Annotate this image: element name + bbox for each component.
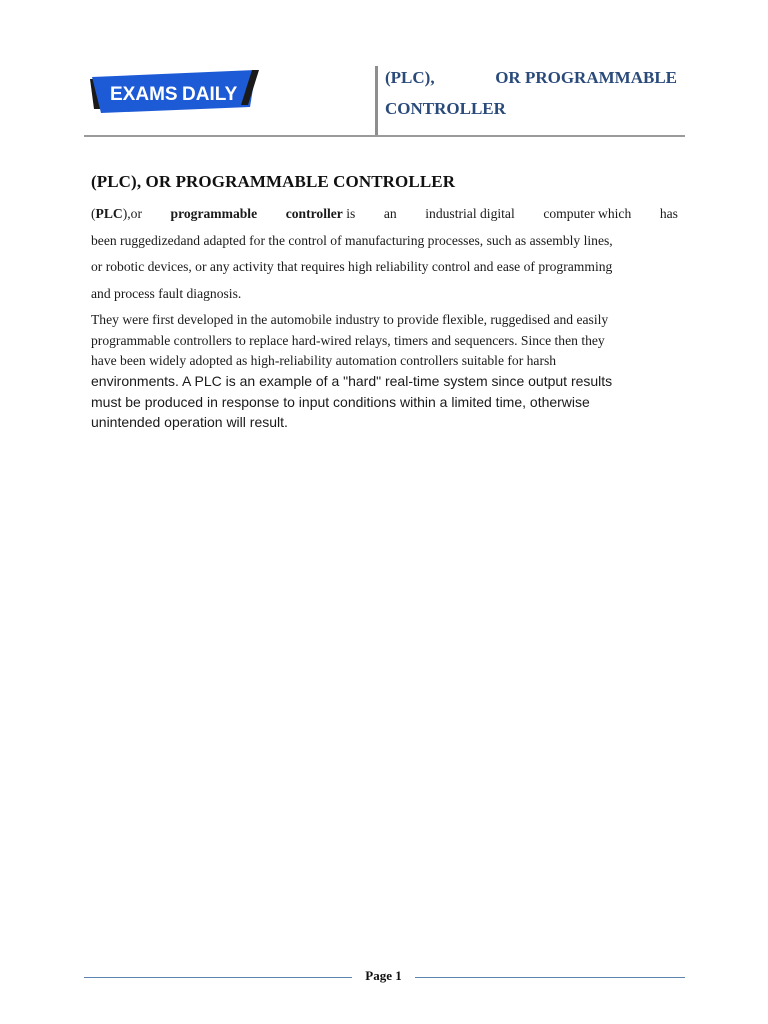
- word-industrial-digital: industrial digital: [425, 206, 515, 221]
- page-header: [84, 60, 685, 136]
- footer-rule-left: [84, 977, 352, 978]
- header-title-part-controller: CONTROLLER: [385, 99, 506, 118]
- document-heading: (PLC), OR PROGRAMMABLE CONTROLLER: [91, 172, 456, 191]
- paragraph-definition-line-2: been ruggedizedand adapted for the control of manufacturing processes, such as assembly lines,: [91, 232, 613, 248]
- header-title-part-programmable: OR PROGRAMMABLE: [495, 68, 677, 87]
- term-controller: controller: [285, 206, 343, 221]
- paragraph-definition-first-line: [91, 201, 678, 228]
- paragraph-realtime-line-3: unintended operation will result.: [91, 414, 288, 431]
- definition-lead: (PLC),or: [91, 206, 142, 221]
- page-footer: [84, 964, 685, 992]
- exams-daily-logo: [90, 69, 260, 113]
- term-plc: PLC: [95, 206, 123, 221]
- header-title-part-plc: (PLC),: [385, 68, 435, 87]
- paragraph-definition: [91, 201, 678, 308]
- word-computer-which: computer which: [543, 206, 632, 221]
- footer-rule-right: [415, 977, 685, 978]
- definition-controller-is: controller is: [285, 206, 356, 221]
- logo-word-exams: EXAMS: [110, 84, 178, 105]
- paragraph-realtime-line-2: must be produced in response to input conditions within a limited time, otherwise: [91, 393, 590, 410]
- paragraph-history-line-2: programmable controllers to replace hard-wired relays, timers and sequencers. Since then they: [91, 332, 605, 348]
- header-rule: [84, 135, 685, 137]
- word-has: has: [659, 206, 678, 221]
- paragraph-history-line-3: have been widely adopted as high-reliability automation controllers suitable for harsh: [91, 353, 557, 368]
- paragraph-history-line-1: They were first developed in the automobile industry to provide flexible, ruggedised and easily: [91, 312, 609, 327]
- paragraph-history: [91, 310, 691, 372]
- header-divider: [375, 66, 378, 136]
- paragraph-definition-line-4: and process fault diagnosis.: [91, 286, 242, 302]
- paragraph-realtime-line-1: environments. A PLC is an example of a "hard" real-time system since output results: [91, 373, 613, 389]
- page-number: Page 1: [365, 968, 402, 983]
- paragraph-definition-line-3: or robotic devices, or any activity that requires high reliability control and ease of programming: [91, 259, 613, 275]
- header-title: [385, 65, 677, 122]
- paragraph-realtime: [91, 371, 691, 433]
- term-programmable: programmable: [170, 206, 258, 221]
- word-an: an: [383, 206, 397, 221]
- logo-word-daily: DAILY: [182, 84, 238, 105]
